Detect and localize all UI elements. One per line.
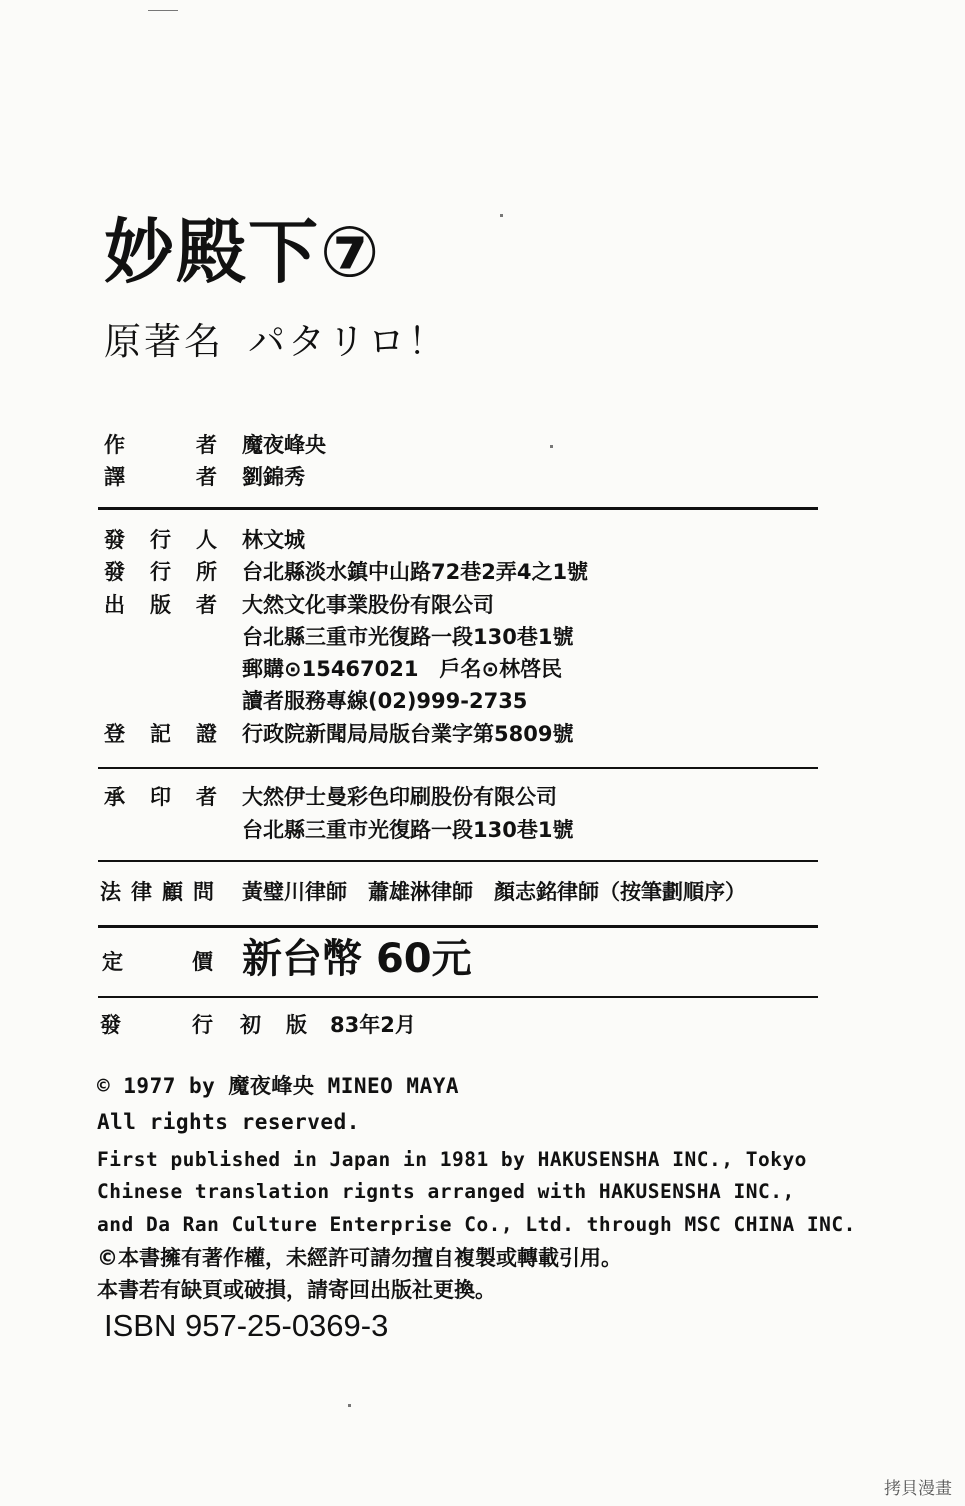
registration-number: 行政院新聞局局版台業字第5809號 bbox=[242, 722, 574, 746]
price-value bbox=[242, 933, 472, 985]
replacement-notice: 本書若有缺頁或破損，請寄回出版社更換。 bbox=[97, 1278, 496, 1302]
service-line: 讀者服務專線(02)999-2735 bbox=[242, 689, 528, 713]
publisher-name: 大然文化事業股份有限公司 bbox=[242, 593, 494, 617]
divider bbox=[98, 507, 818, 510]
divider bbox=[98, 860, 818, 862]
rights-reserved: All rights reserved. bbox=[97, 1110, 360, 1134]
price-amount: 60 bbox=[375, 936, 432, 982]
copyright-notice: ©本書擁有著作權，未經許可請勿擅自複製或轉載引用。 bbox=[97, 1246, 622, 1270]
divider bbox=[98, 996, 818, 998]
printer-address: 台北縣三重市光復路一段130巷1號 bbox=[242, 818, 574, 842]
mail-order-info: 郵購⊙15467021 戶名⊙林啓民 bbox=[242, 657, 563, 681]
first-published: First published in Japan in 1981 by HAKUSENSHA INC., Tokyo bbox=[97, 1148, 807, 1171]
copyright-line: © 1977 by 魔夜峰央 MINEO MAYA bbox=[97, 1074, 460, 1098]
price-currency: 新台幣 bbox=[242, 936, 362, 982]
watermark: 拷貝漫畫 bbox=[884, 1479, 952, 1499]
author-name: 魔夜峰央 bbox=[242, 433, 326, 457]
scan-speck bbox=[550, 445, 553, 448]
divider bbox=[98, 925, 818, 928]
issuer-name: 林文城 bbox=[242, 528, 305, 552]
price-unit: 元 bbox=[431, 936, 472, 982]
colophon-page: 妙殿下⑦ 原著名 パタリロ！ 作 者 魔夜峰央 譯 者 劉錦秀 發 行 人 林文城 發 行 所 台北縣淡水鎮中山路72巷2弄4之1號 出 版 者 大然文化事業股份有限公司 台北縣三重市光復路一段130巷1號 郵購⊙15467021 戶名⊙林啓民 讀者服務專線(02)999-2735 登 記 證 行政院新聞局局版台業字第5809號 承 印 者 大然伊士曼彩色印刷股份有限公司 台北縣三重市光復路一段130巷1號 法律顧問 黃璧川律師 蕭雄淋律師 顏志銘律師（按筆劃順序） 定 價 新台幣 60元 發 行 初 版 83年2月 © 1977 by 魔夜峰央 MINEO MAYA All rights reserved. First published in Japan in 1981 by HAKUSENSHA INC., Tokyo Chinese translation rignts arranged with HAKUSENSHA INC., and Da Ran Culture Enterprise Co., Ltd. through MSC CHINA INC. ©本書擁有著作權，未經許可請勿擅自複製或轉載引用。 本書若有缺頁或破損，請寄回出版社更換。 ISBN 957-25-0369-3 拷貝漫畫 bbox=[0, 0, 965, 1506]
scan-speck bbox=[348, 1404, 351, 1407]
scan-speck bbox=[500, 214, 503, 217]
book-title: 妙殿下⑦ bbox=[104, 211, 382, 293]
original-title-label: 原著名 bbox=[104, 320, 224, 363]
translator-name: 劉錦秀 bbox=[242, 465, 305, 489]
isbn: ISBN 957-25-0369-3 bbox=[104, 1308, 389, 1343]
publisher-address: 台北縣三重市光復路一段130巷1號 bbox=[242, 625, 574, 649]
translation-arrangement: and Da Ran Culture Enterprise Co., Ltd. through MSC CHINA INC. bbox=[97, 1213, 856, 1236]
scan-speck bbox=[148, 10, 178, 11]
divider bbox=[98, 767, 818, 769]
legal-counsel: 黃璧川律師 蕭雄淋律師 顏志銘律師（按筆劃順序） bbox=[242, 880, 746, 904]
printer-name: 大然伊士曼彩色印刷股份有限公司 bbox=[242, 785, 557, 809]
translation-rights: Chinese translation rignts arranged with HAKUSENSHA INC., bbox=[97, 1180, 795, 1203]
original-title bbox=[104, 318, 448, 366]
issuing-office-address: 台北縣淡水鎮中山路72巷2弄4之1號 bbox=[242, 560, 589, 584]
legal-label: 法律顧問 bbox=[100, 880, 224, 904]
first-edition-date: 83年2月 bbox=[330, 1013, 416, 1037]
original-title-name: パタリロ！ bbox=[248, 320, 448, 363]
